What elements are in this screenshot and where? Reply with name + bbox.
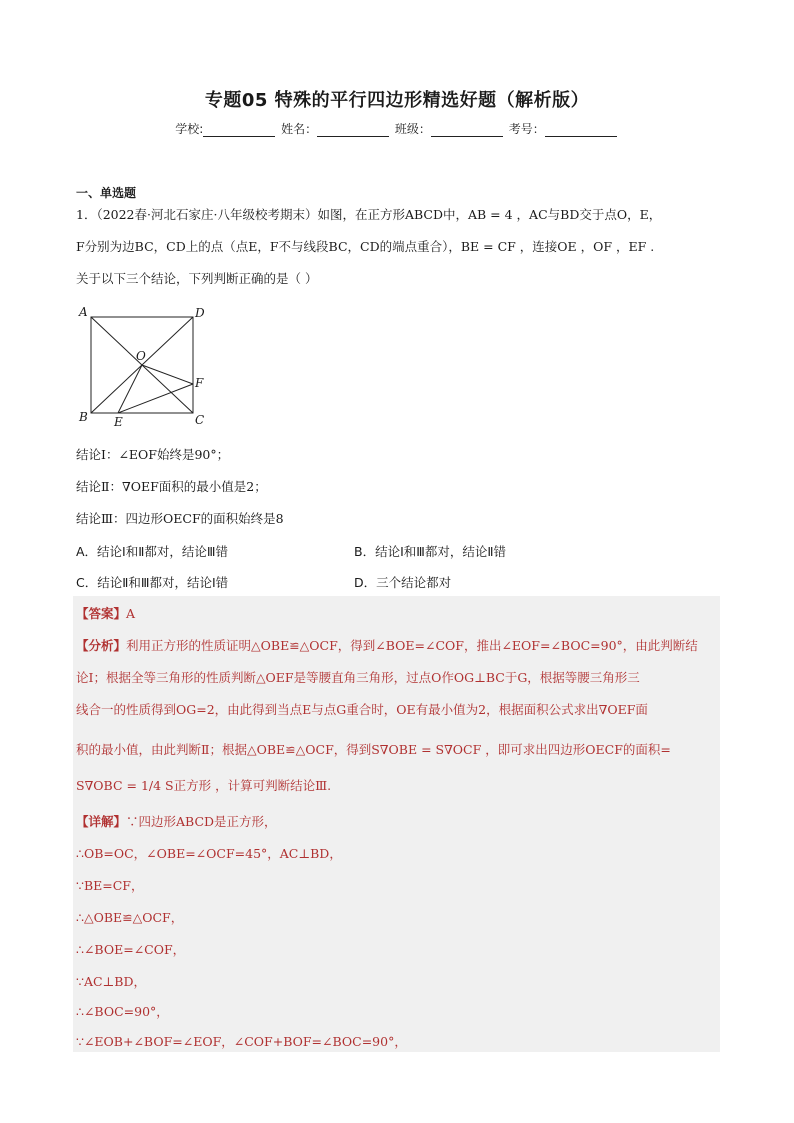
option-b[interactable]: B．结论Ⅰ和Ⅲ都对，结论Ⅱ错 [354, 544, 507, 559]
detail-line-4: ∴△OBE≌△OCF， [76, 910, 184, 925]
segment-of [142, 365, 193, 384]
question-line-1: 1．（2022春·河北石家庄·八年级校考期末）如图，在正方形ABCD中，AB = 4 ，AC与BD交于点O，E， [76, 207, 662, 222]
analysis-line-5: S∇OBC = 1/4 S正方形 ，计算可判断结论Ⅲ. [76, 778, 332, 793]
segment-ef [118, 384, 193, 413]
id-label: 考号： [508, 122, 545, 136]
answer-row [76, 604, 135, 622]
class-label: 班级： [394, 122, 431, 136]
conclusion-1: 结论Ⅰ：∠EOF始终是90°； [76, 447, 230, 462]
detail-line-1: ∵四边形ABCD是正方形， [126, 814, 277, 829]
name-label: 姓名： [281, 122, 318, 136]
option-c[interactable]: C．结论Ⅱ和Ⅲ都对，结论Ⅰ错 [76, 575, 229, 590]
label-b: B [79, 410, 88, 424]
name-blank [317, 124, 389, 137]
analysis-line-1: 利用正方形的性质证明△OBE≌△OCF，得到∠BOE=∠COF，推出∠EOF=∠BOC=90°，由此判断结 [126, 638, 698, 653]
page-title: 专题05 特殊的平行四边形精选好题（解析版） [204, 90, 590, 111]
id-blank [545, 124, 617, 137]
analysis-label: 【分析】 [76, 638, 127, 653]
question-line-2: F分别为边BC，CD上的点（点E，F不与线段BC，CD的端点重合），BE = CF ，连接OE ，OF ，EF . [76, 239, 655, 254]
analysis-row-1 [76, 636, 698, 654]
section-heading: 一、单选题 [76, 186, 137, 200]
detail-line-6: ∵AC⊥BD， [76, 974, 147, 989]
detail-line-7: ∴∠BOC=90°， [76, 1004, 169, 1019]
segment-oe [118, 365, 142, 413]
label-d: D [195, 306, 205, 320]
label-o: O [136, 349, 146, 363]
student-info-line [0, 120, 794, 137]
conclusion-3: 结论Ⅲ：四边形OECF的面积始终是8 [76, 511, 284, 526]
detail-row-1 [76, 812, 277, 830]
school-label: 学校: [175, 122, 204, 136]
class-blank [431, 124, 503, 137]
detail-line-5: ∴∠BOE=∠COF， [76, 942, 186, 957]
answer-label: 【答案】 [76, 606, 127, 621]
detail-label: 【详解】 [76, 814, 127, 829]
label-c: C [195, 413, 205, 427]
option-d[interactable]: D．三个结论都对 [354, 575, 452, 590]
school-blank [203, 124, 275, 137]
answer-value: A [126, 606, 136, 621]
analysis-line-2: 论Ⅰ；根据全等三角形的性质判断△OEF是等腰直角三角形，过点O作OG⊥BC于G，根据等腰三角形三 [76, 670, 640, 685]
analysis-line-3: 线合一的性质得到OG=2，由此得到当点E与点G重合时，OE有最小值为2，根据面积公式求出∇OEF面 [76, 702, 648, 717]
detail-line-8: ∵∠EOB+∠BOF=∠EOF，∠COF+BOF=∠BOC=90°， [76, 1034, 407, 1049]
option-a[interactable]: A．结论Ⅰ和Ⅱ都对，结论Ⅲ错 [76, 544, 229, 559]
detail-line-3: ∵BE=CF， [76, 878, 144, 893]
analysis-line-4: 积的最小值，由此判断Ⅱ；根据△OBE≌△OCF，得到S∇OBE = S∇OCF ，即可求出四边形OECF的面积= [76, 742, 671, 757]
label-e: E [114, 415, 123, 429]
question-line-3: 关于以下三个结论，下列判断正确的是（ ） [76, 271, 318, 286]
conclusion-2: 结论Ⅱ：∇OEF面积的最小值是2； [76, 479, 267, 494]
label-a: A [79, 305, 88, 319]
geometry-figure [76, 304, 216, 434]
detail-line-2: ∴OB=OC，∠OBE=∠OCF=45°，AC⊥BD， [76, 846, 342, 861]
label-f: F [195, 376, 204, 390]
